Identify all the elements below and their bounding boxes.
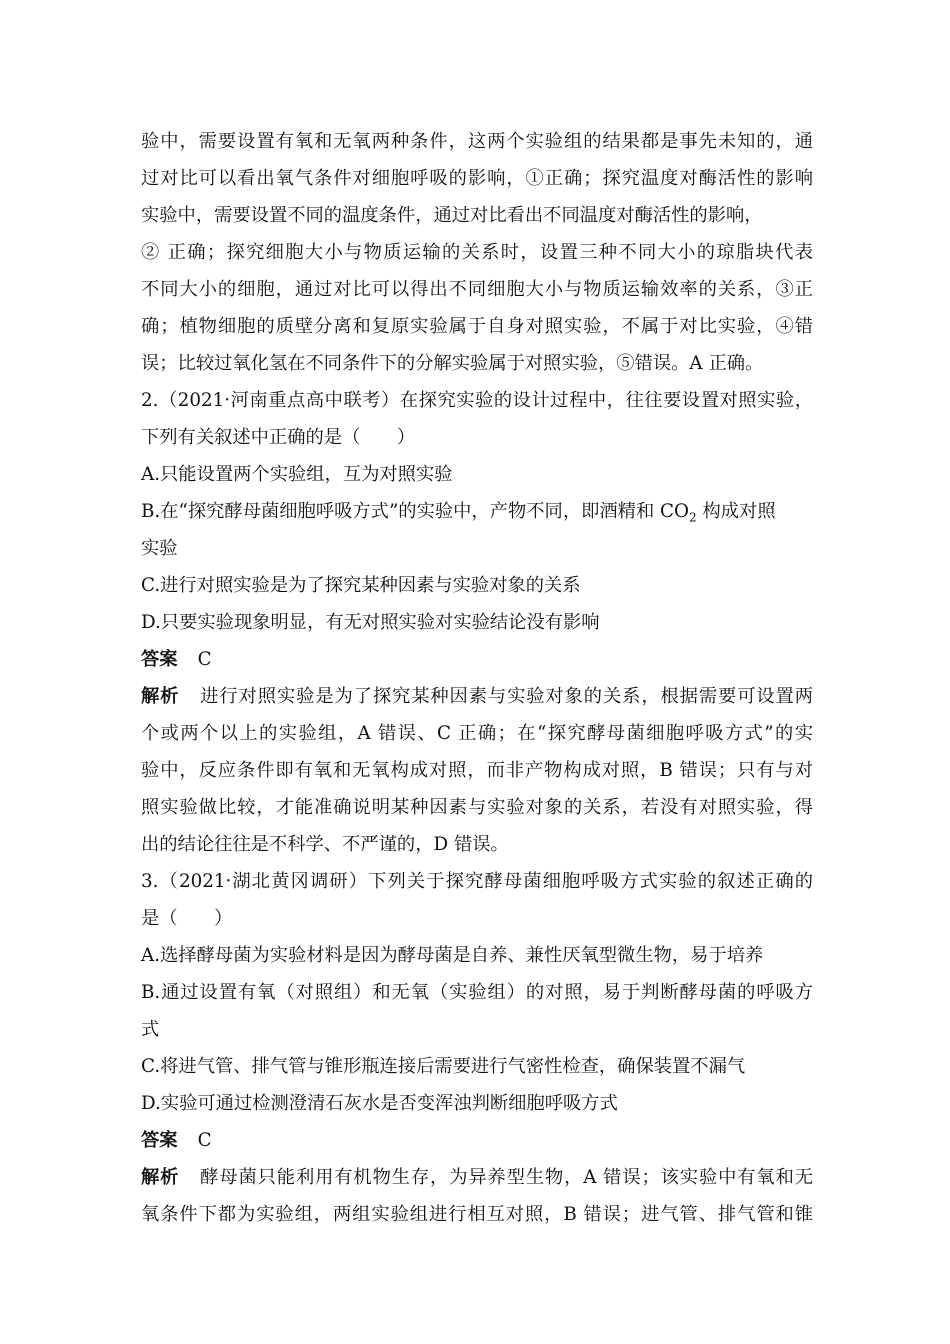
document-page [141,123,813,1233]
analysis-label: 解析 [141,1167,180,1188]
answer-label: 答案 [141,649,178,670]
question-2-option-b [141,493,813,530]
question-2-answer [141,641,813,678]
analysis-label: 解析 [141,686,180,707]
question-3-option-a: A.选择酵母菌为实验材料是因为酵母菌是自养、兼性厌氧型微生物，易于培养 [141,945,764,966]
analysis-line: 出的结论往往是不科学、不严谨的，D 错误。 [141,834,509,855]
answer-value: C [197,1130,212,1151]
question-3-answer [141,1122,813,1159]
analysis-text: 酵母菌只能利用有机物生存，为异养型生物，A 错误；该实验中有氧和无 [199,1167,813,1188]
analysis-line: 验中，反应条件即有氧和无氧构成对照，而非产物构成对照，B 错误；只有与对 [141,760,813,781]
question-2-option-d: D.只要实验现象明显，有无对照实验对实验结论没有影响 [141,612,600,633]
answer-value: C [197,649,212,670]
question-2-analysis [141,678,813,715]
question-3-option-d: D.实验可通过检测澄清石灰水是否变浑浊判断细胞呼吸方式 [141,1093,618,1114]
question-2-option-b-cont: 实验 [141,538,178,559]
question-3-analysis [141,1159,813,1196]
question-3-option-b: B.通过设置有氧（对照组）和无氧（实验组）的对照，易于判断酵母菌的呼吸方 [141,982,813,1003]
question-2-stem-cont: 下列有关叙述中正确的是（ ） [141,427,416,448]
paragraph-line: 过对比可以看出氧气条件对细胞呼吸的影响，①正确；探究温度对酶活性的影响 [141,168,813,189]
question-2-stem: 2.（2021·河南重点高中联考）在探究实验的设计过程中，往往要设置对照实验， [141,390,813,411]
paragraph-line: 验中，需要设置有氧和无氧两种条件，这两个实验组的结果都是事先未知的，通 [141,131,813,152]
answer-label: 答案 [141,1130,178,1151]
analysis-text: 进行对照实验是为了探究某种因素与实验对象的关系，根据需要可设置两 [199,686,814,707]
question-2-option-c: C.进行对照实验是为了探究某种因素与实验对象的关系 [141,575,581,596]
paragraph-line: ② 正确；探究细胞大小与物质运输的关系时，设置三种不同大小的琼脂块代表 [141,242,813,263]
question-2-option-a: A.只能设置两个实验组，互为对照实验 [141,464,453,485]
paragraph-line: 不同大小的细胞，通过对比可以得出不同细胞大小与物质运输效率的关系，③正 [141,279,813,300]
question-3-option-b-cont: 式 [141,1019,160,1040]
analysis-line: 照实验做比较，才能准确说明某种因素与实验对象的关系，若没有对照实验，得 [141,797,813,818]
option-b-text: B.在“探究酵母菌细胞呼吸方式”的实验中，产物不同，即酒精和 CO [141,501,690,522]
paragraph-line: 实验中，需要设置不同的温度条件，通过对比看出不同温度对酶活性的影响， [141,205,763,226]
analysis-line: 个或两个以上的实验组，A 错误、C 正确；在“探究酵母菌细胞呼吸方式”的实 [141,723,813,744]
paragraph-line: 误；比较过氧化氢在不同条件下的分解实验属于对照实验，⑤错误。A 正确。 [141,353,764,374]
question-3-stem: 3.（2021·湖北黄冈调研）下列关于探究酵母菌细胞呼吸方式实验的叙述正确的 [141,871,813,892]
analysis-line: 氧条件下都为实验组，两组实验组进行相互对照，B 错误；进气管、排气管和锥 [141,1204,813,1225]
question-3-stem-cont: 是（ ） [141,908,233,929]
paragraph-line: 确；植物细胞的质壁分离和复原实验属于自身对照实验，不属于对比实验，④错 [141,316,813,337]
question-3-option-c: C.将进气管、排气管与锥形瓶连接后需要进行气密性检查，确保装置不漏气 [141,1056,746,1077]
option-b-text-end: 构成对照 [696,501,776,522]
subscript-2: 2 [689,510,697,525]
